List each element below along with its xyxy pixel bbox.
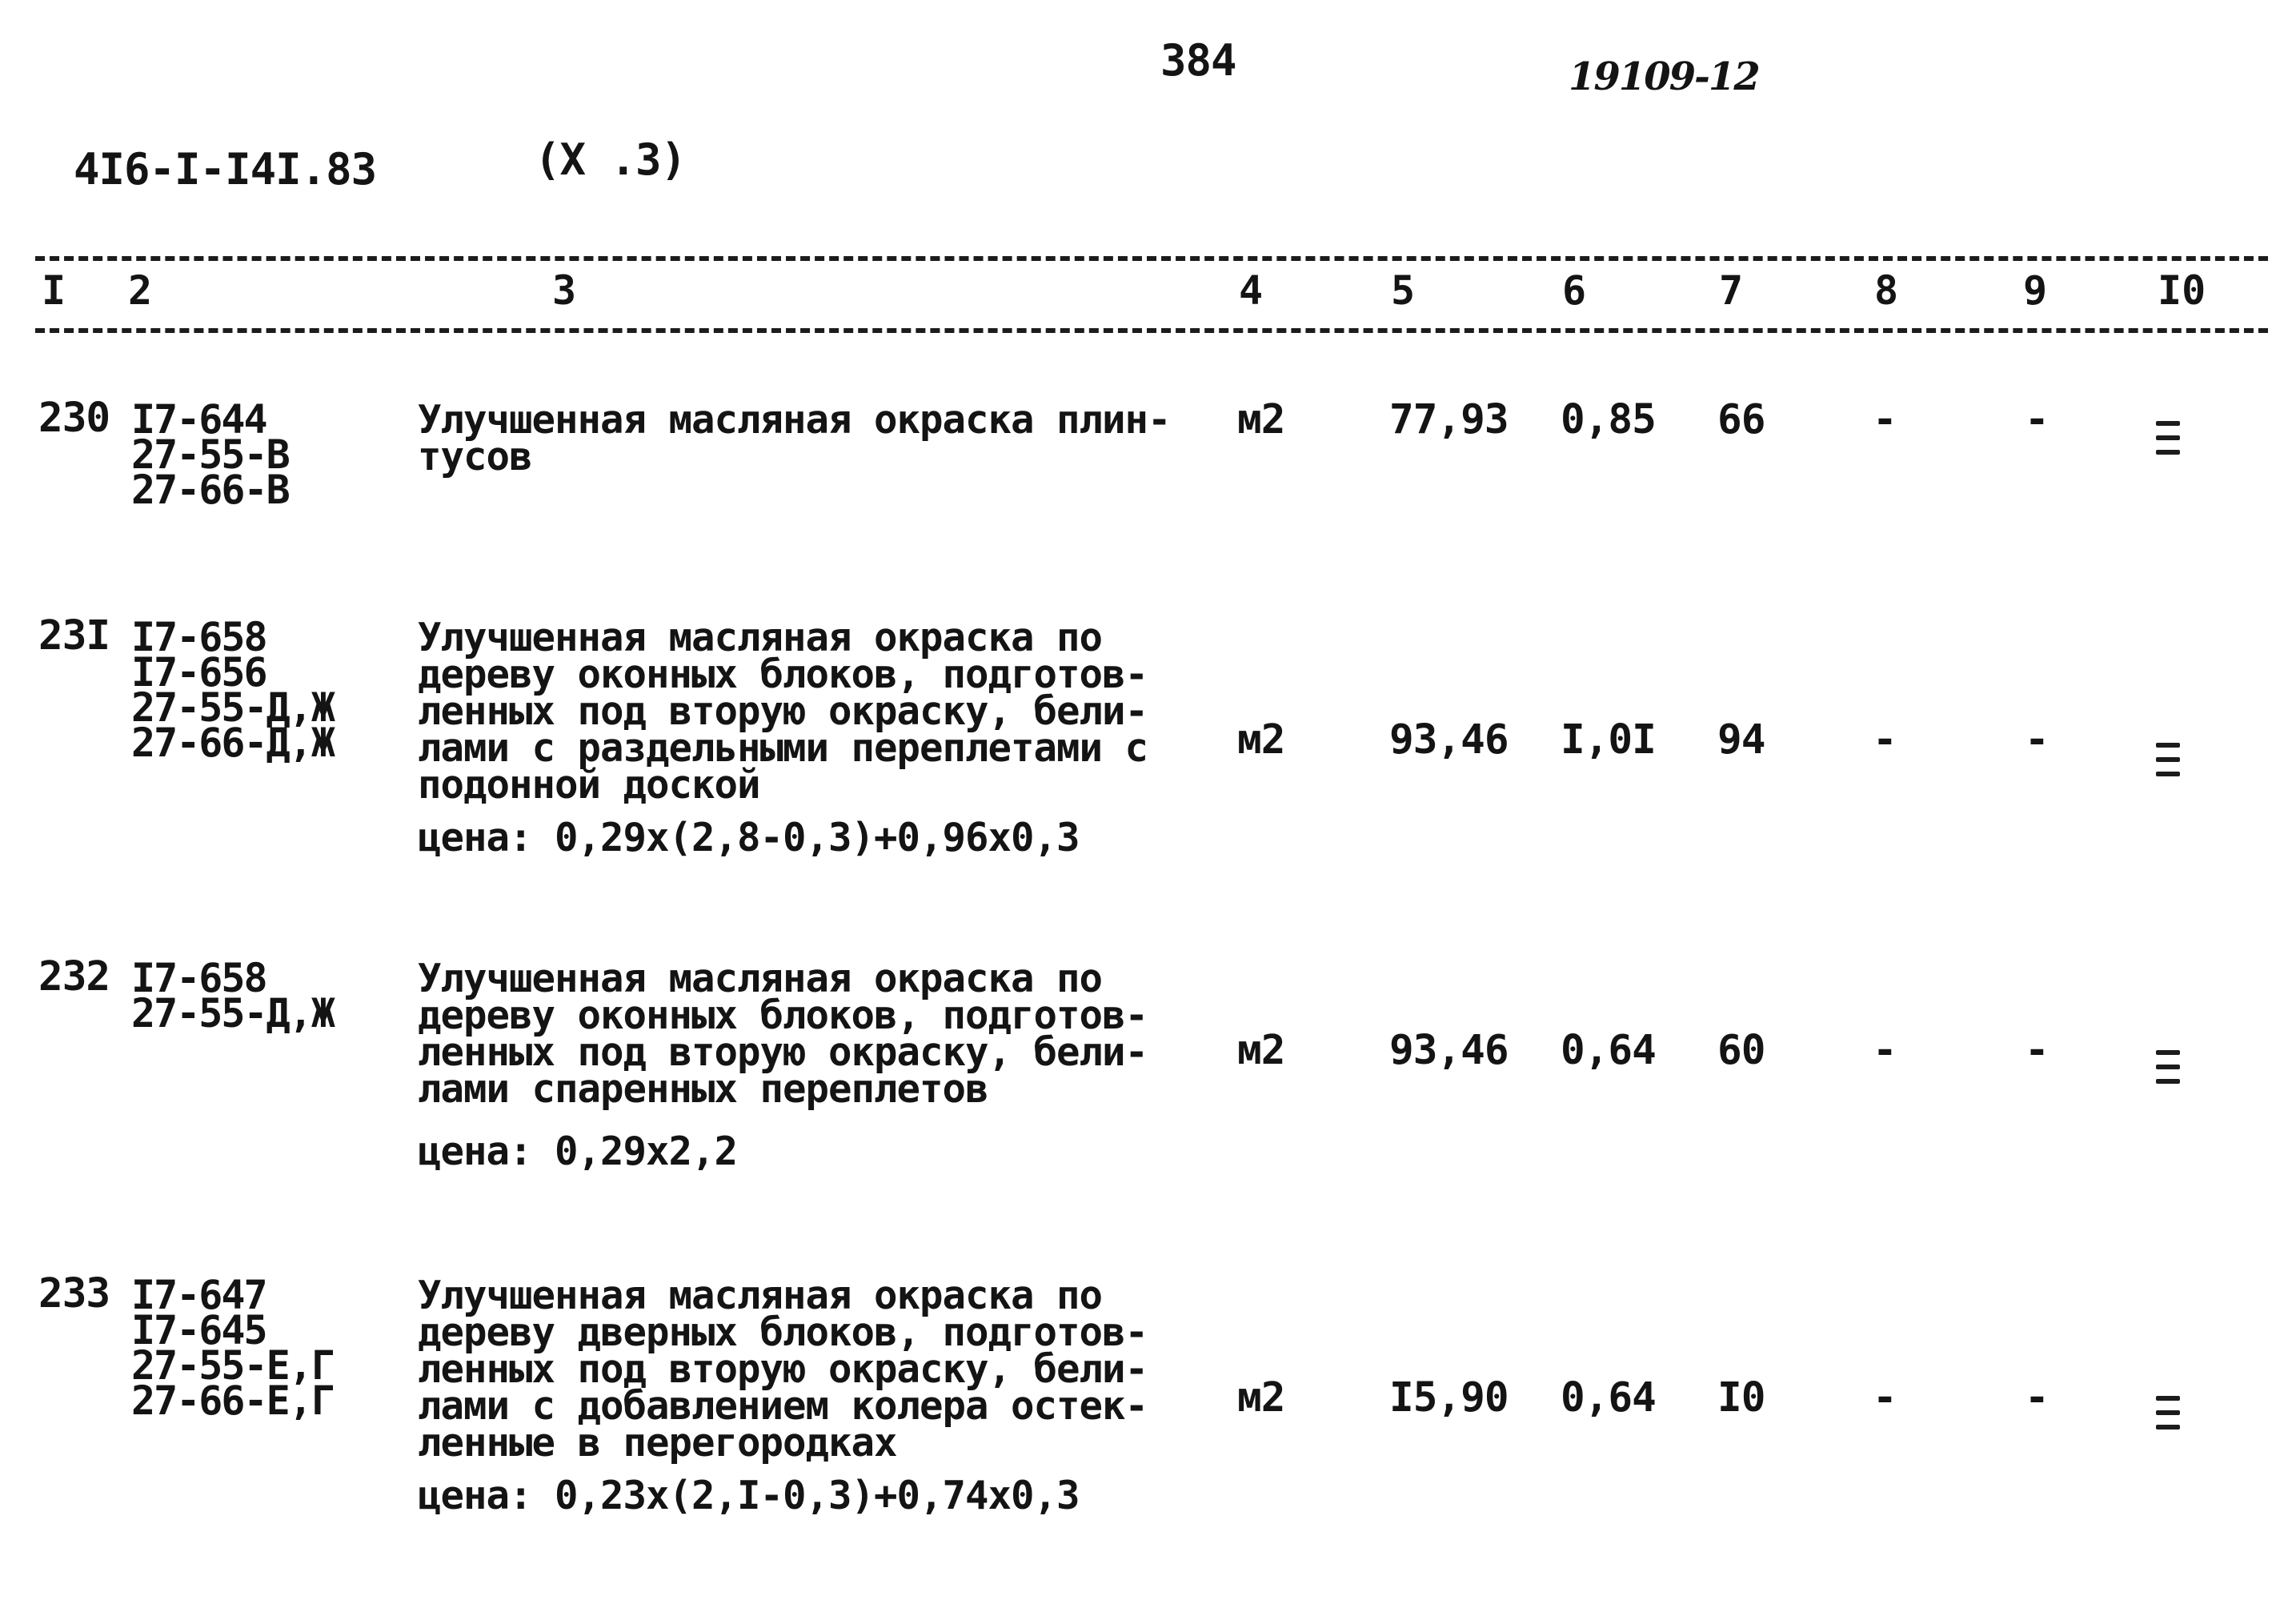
description-line: ленных под вторую окраску, бели- xyxy=(418,688,1148,734)
column-header-9: 9 xyxy=(2023,267,2048,314)
code-line: I7-658 xyxy=(131,614,266,660)
description-line: ленные в перегородках xyxy=(418,1420,897,1466)
column-header-8: 8 xyxy=(1874,267,1899,314)
code-line: I7-645 xyxy=(131,1307,266,1353)
column-7-value: 60 xyxy=(1717,1027,1765,1074)
row-number: 230 xyxy=(38,395,110,442)
column-7-value: I0 xyxy=(1717,1374,1765,1422)
column-8-dash: - xyxy=(1873,716,1897,764)
header-top-rule xyxy=(35,256,2268,261)
code-line: 27-55-Д,Ж xyxy=(131,684,334,731)
description-line: ленных под вторую окраску, бели- xyxy=(418,1029,1148,1075)
code-line: 27-55-Е,Г xyxy=(131,1342,334,1389)
column-6-value: 0,64 xyxy=(1561,1027,1656,1074)
row-codes xyxy=(131,396,289,513)
handwritten-code: 19109-12 xyxy=(1569,54,1759,99)
description-line: лами с раздельными переплетами с xyxy=(418,725,1148,771)
code-line: 27-66-Д,Ж xyxy=(131,720,334,766)
code-line: I7-658 xyxy=(131,955,266,1001)
description-line: Улучшенная масляная окраска по xyxy=(418,615,1103,660)
description-line: Улучшенная масляная окраска по xyxy=(418,956,1103,1001)
description-line: дереву оконных блоков, подготов- xyxy=(418,652,1148,697)
row-number: 233 xyxy=(38,1270,110,1317)
quantity: I5,90 xyxy=(1389,1374,1509,1422)
ditto-mark-icon xyxy=(2156,1050,2180,1101)
row-number: 23I xyxy=(38,612,110,660)
code-line: 27-66-Е,Г xyxy=(131,1377,334,1424)
section-label: (Х .3) xyxy=(535,134,687,185)
description-line: тусов xyxy=(418,434,532,479)
description-line: подонной доской xyxy=(418,762,760,808)
unit: м2 xyxy=(1237,1027,1285,1074)
unit: м2 xyxy=(1237,396,1285,443)
ditto-mark-icon xyxy=(2156,1396,2180,1447)
header-bottom-rule xyxy=(35,328,2268,333)
code-line: I7-644 xyxy=(131,396,266,443)
column-9-dash: - xyxy=(2025,396,2049,443)
column-header-10: I0 xyxy=(2158,267,2206,314)
column-8-dash: - xyxy=(1873,1374,1897,1422)
quantity: 77,93 xyxy=(1389,396,1509,443)
price-formula: цена: 0,29х2,2 xyxy=(418,1129,738,1174)
column-9-dash: - xyxy=(2025,1027,2049,1074)
row-description xyxy=(418,615,1148,808)
code-line: I7-656 xyxy=(131,649,266,696)
description-line: лами с добавлением колера остек- xyxy=(418,1383,1148,1429)
row-description xyxy=(418,1273,1148,1466)
description-line: дереву оконных блоков, подготов- xyxy=(418,992,1148,1038)
ditto-mark-icon xyxy=(2156,743,2180,794)
description-line: лами спаренных переплетов xyxy=(418,1066,988,1112)
column-header-1: I xyxy=(42,267,66,314)
column-8-dash: - xyxy=(1873,1027,1897,1074)
row-description xyxy=(418,397,1171,479)
code-line: 27-55-Д,Ж xyxy=(131,990,334,1037)
page-number: 384 xyxy=(1160,35,1236,86)
column-9-dash: - xyxy=(2025,716,2049,764)
column-header-7: 7 xyxy=(1719,267,1744,314)
price-formula: цена: 0,29х(2,8-0,3)+0,96х0,3 xyxy=(418,815,1080,860)
column-9-dash: - xyxy=(2025,1374,2049,1422)
document-code: 4I6-I-I4I.83 xyxy=(74,144,377,194)
column-7-value: 66 xyxy=(1717,396,1765,443)
column-header-6: 6 xyxy=(1562,267,1587,314)
description-line: дереву дверных блоков, подготов- xyxy=(418,1309,1148,1355)
column-header-2: 2 xyxy=(128,267,153,314)
code-line: 27-66-В xyxy=(131,467,289,513)
column-8-dash: - xyxy=(1873,396,1897,443)
column-header-5: 5 xyxy=(1391,267,1416,314)
column-6-value: I,0I xyxy=(1561,716,1656,764)
column-7-value: 94 xyxy=(1717,716,1765,764)
description-line: Улучшенная масляная окраска плин- xyxy=(418,397,1171,443)
code-line: I7-647 xyxy=(131,1272,266,1318)
row-codes xyxy=(131,955,334,1037)
ditto-mark-icon xyxy=(2156,421,2180,472)
column-header-4: 4 xyxy=(1239,267,1264,314)
row-description xyxy=(418,956,1148,1112)
row-codes xyxy=(131,614,334,766)
row-codes xyxy=(131,1272,334,1424)
unit: м2 xyxy=(1237,716,1285,764)
row-number: 232 xyxy=(38,953,110,1000)
column-6-value: 0,85 xyxy=(1561,396,1656,443)
quantity: 93,46 xyxy=(1389,716,1509,764)
price-formula: цена: 0,23х(2,I-0,3)+0,74х0,3 xyxy=(418,1473,1080,1518)
quantity: 93,46 xyxy=(1389,1027,1509,1074)
description-line: Улучшенная масляная окраска по xyxy=(418,1273,1103,1318)
code-line: 27-55-В xyxy=(131,431,289,478)
description-line: ленных под вторую окраску, бели- xyxy=(418,1346,1148,1392)
column-header-3: 3 xyxy=(552,267,577,314)
unit: м2 xyxy=(1237,1374,1285,1422)
column-6-value: 0,64 xyxy=(1561,1374,1656,1422)
